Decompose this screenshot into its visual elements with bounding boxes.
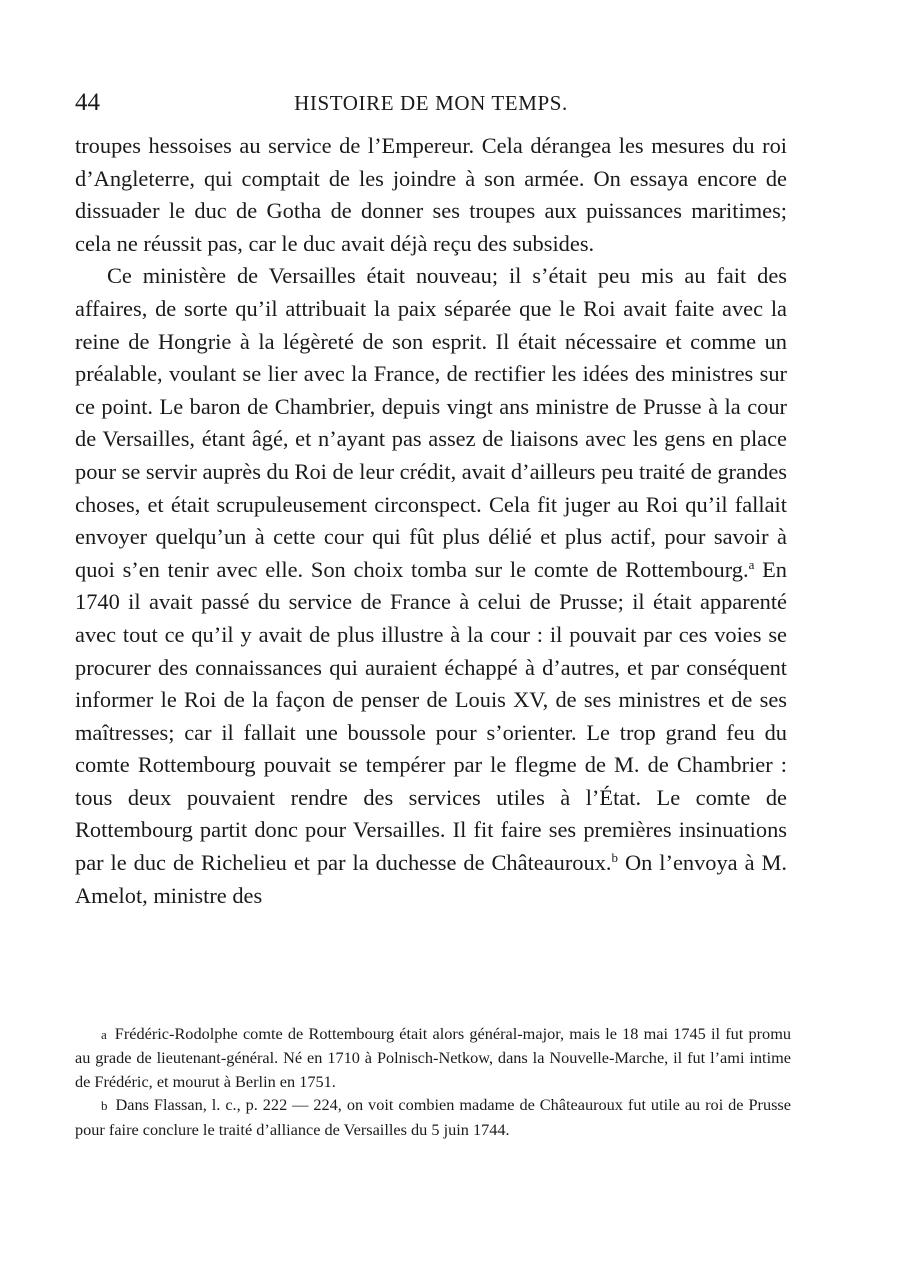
footnote-text: Dans Flassan, l. c., p. 222 — 224, on voit combien madame de Châteauroux fut utile au roi de Prusse pour faire conclure le traité d’alliance de Versailles du 5 juin 1744. [75,1095,791,1139]
footnote-ref-a: a [748,556,755,572]
paragraph-2 [75,260,787,912]
footnote-ref-b: b [611,850,618,866]
body-text [75,130,787,912]
page-number: 44 [75,89,100,116]
footnote-a [75,1022,791,1093]
footnote-marker: a [101,1027,107,1042]
paragraph-2-part-2: En 1740 il avait passé du service de France à celui de Prusse; il était apparenté avec tout ce qu’il y avait de plus illustre à la cour : il pouvait par ces voies se procurer des connaissances qui auraient échappé à d’autres, et par conséquent informer le Roi de la façon de penser de Louis XV, de ses ministres et de ses maîtresses; car il fallait une boussole pour s’orienter. Le trop grand feu du comte Rottembourg pouvait se tempérer par le flegme de M. de Chambrier : tous deux pouvaient rendre des services utiles à l’État. Le comte de Rottembourg partit donc pour Versailles. Il fit faire ses premières insinuations par le duc de Richelieu et par la duchesse de Châteauroux. [75,556,787,876]
paragraph-2-part-3: On l’envoya à M. Amelot, ministre des [75,850,787,908]
running-title: HISTOIRE DE MON TEMPS. [294,91,568,115]
footnotes [75,1022,791,1141]
footnote-marker: b [101,1098,108,1114]
footnote-b [75,1093,791,1141]
paragraph-2-part-1: Ce ministère de Versailles était nouveau; il s’était peu mis au fait des affaires, de sorte qu’il attribuait la paix séparée que le Roi avait faite avec la reine de Hongrie à la légèreté de son esprit. Il était nécessaire et comme un préalable, voulant se lier avec la France, de rectifier les idées des ministres sur ce point. Le baron de Chambrier, depuis vingt ans ministre de Prusse à la cour de Versailles, étant âgé, et n’ayant pas assez de liaisons avec les gens en place pour se servir auprès du Roi de leur crédit, avait d’ailleurs peu traité de grandes choses, et était scrupuleusement circonspect. Cela fit juger au Roi qu’il fallait envoyer quelqu’un à cette cour qui fût plus délié et plus actif, pour savoir à quoi s’en tenir avec elle. Son choix tomba sur le comte de Rottembourg. [75,263,787,582]
footnote-text: Frédéric-Rodolphe comte de Rottembourg était alors général-major, mais le 18 mai 1745 il fut promu au grade de lieutenant-général. Né en 1710 à Polnisch-Netkow, dans la Nouvelle-Marche, il fut l’ami intime de Frédéric, et mourut à Berlin en 1751. [75,1024,791,1091]
paragraph-1: troupes hessoises au service de l’Empereur. Cela dérangea les mesures du roi d’Angleterre, qui comptait de les joindre à son armée. On essaya encore de dissuader le duc de Gotha de donner ses troupes aux puissances maritimes; cela ne réussit pas, car le duc avait déjà reçu des subsides. [75,133,787,256]
page-header [75,88,787,118]
